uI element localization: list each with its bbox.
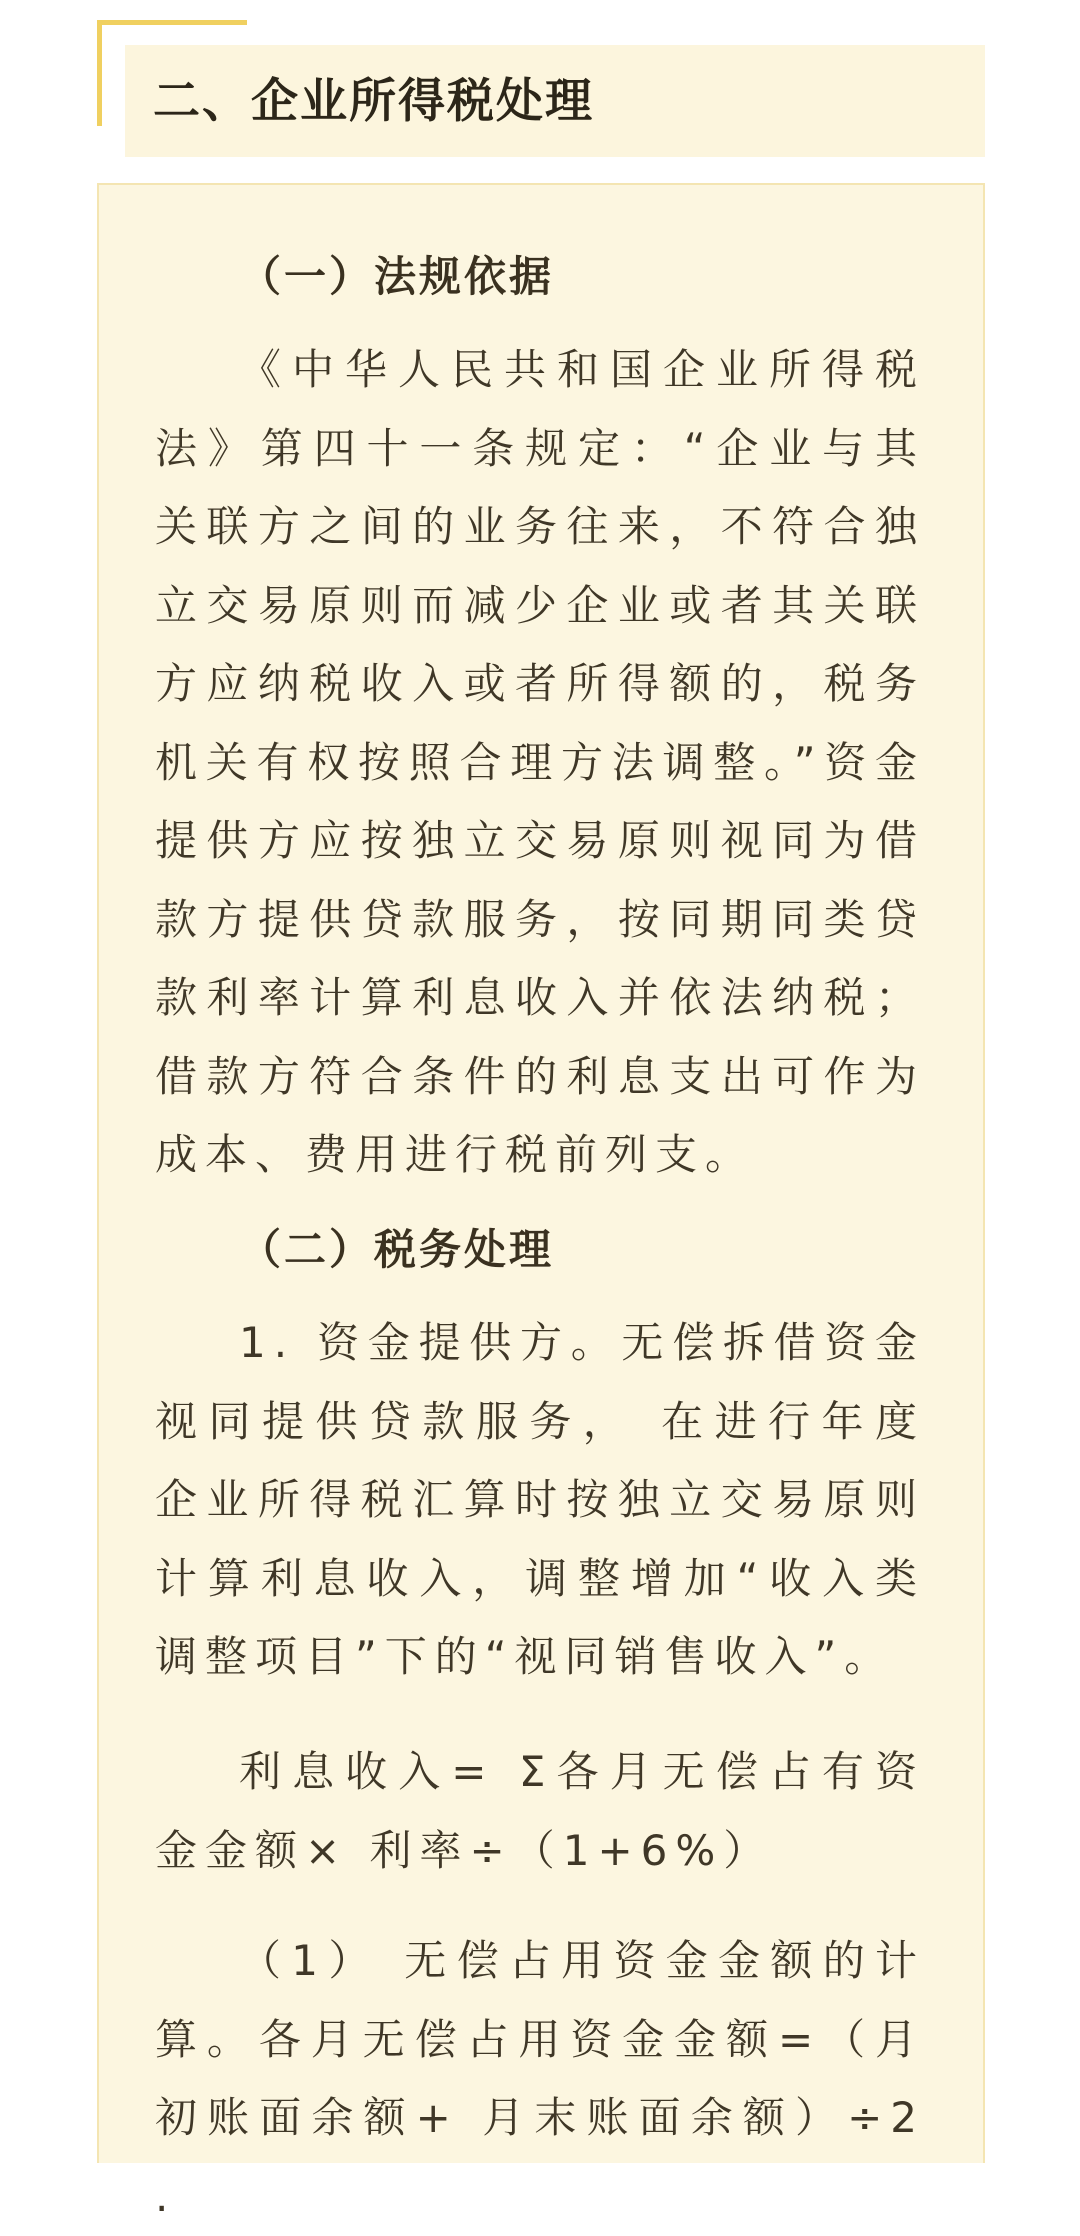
section-title: 二、企业所得税处理 xyxy=(153,74,594,129)
paragraph-fund-provider: 1. 资金提供方。无偿拆借资金视同提供贷款服务， 在进行年度企业所得税汇算时按独立交易原则计算利息收入，调整增加“收入类调整项目”下的“视同销售收入”。 xyxy=(155,1318,925,1681)
heading-legal-basis: （一）法规依据 xyxy=(239,252,555,301)
interest-income-formula: 利息收入= Σ各月无偿占有资金金额× 利率÷（1+6%） xyxy=(155,1747,925,1875)
heading-tax-treatment: （二）税务处理 xyxy=(239,1225,555,1274)
paragraph-law-provision: 《中华人民共和国企业所得税法》第四十一条规定：“企业与其关联方之间的业务往来，不符合独立交易原则而减少企业或者其关联方应纳税收入或者所得额的，税务机关有权按照合理方法调整。”资金提供方应按独立交易原则视同为借款方提供贷款服务，按同期同类贷款利率计算利息收入并依法纳税；借款方符合条件的利息支出可作为成本、费用进行税前列支。 xyxy=(155,345,925,1179)
paragraph-fund-amount-calculation: （1） 无偿占用资金金额的计算。各月无偿占用资金金额=（月初账面余额+ 月末账面余额）÷2 . xyxy=(155,1936,925,2221)
